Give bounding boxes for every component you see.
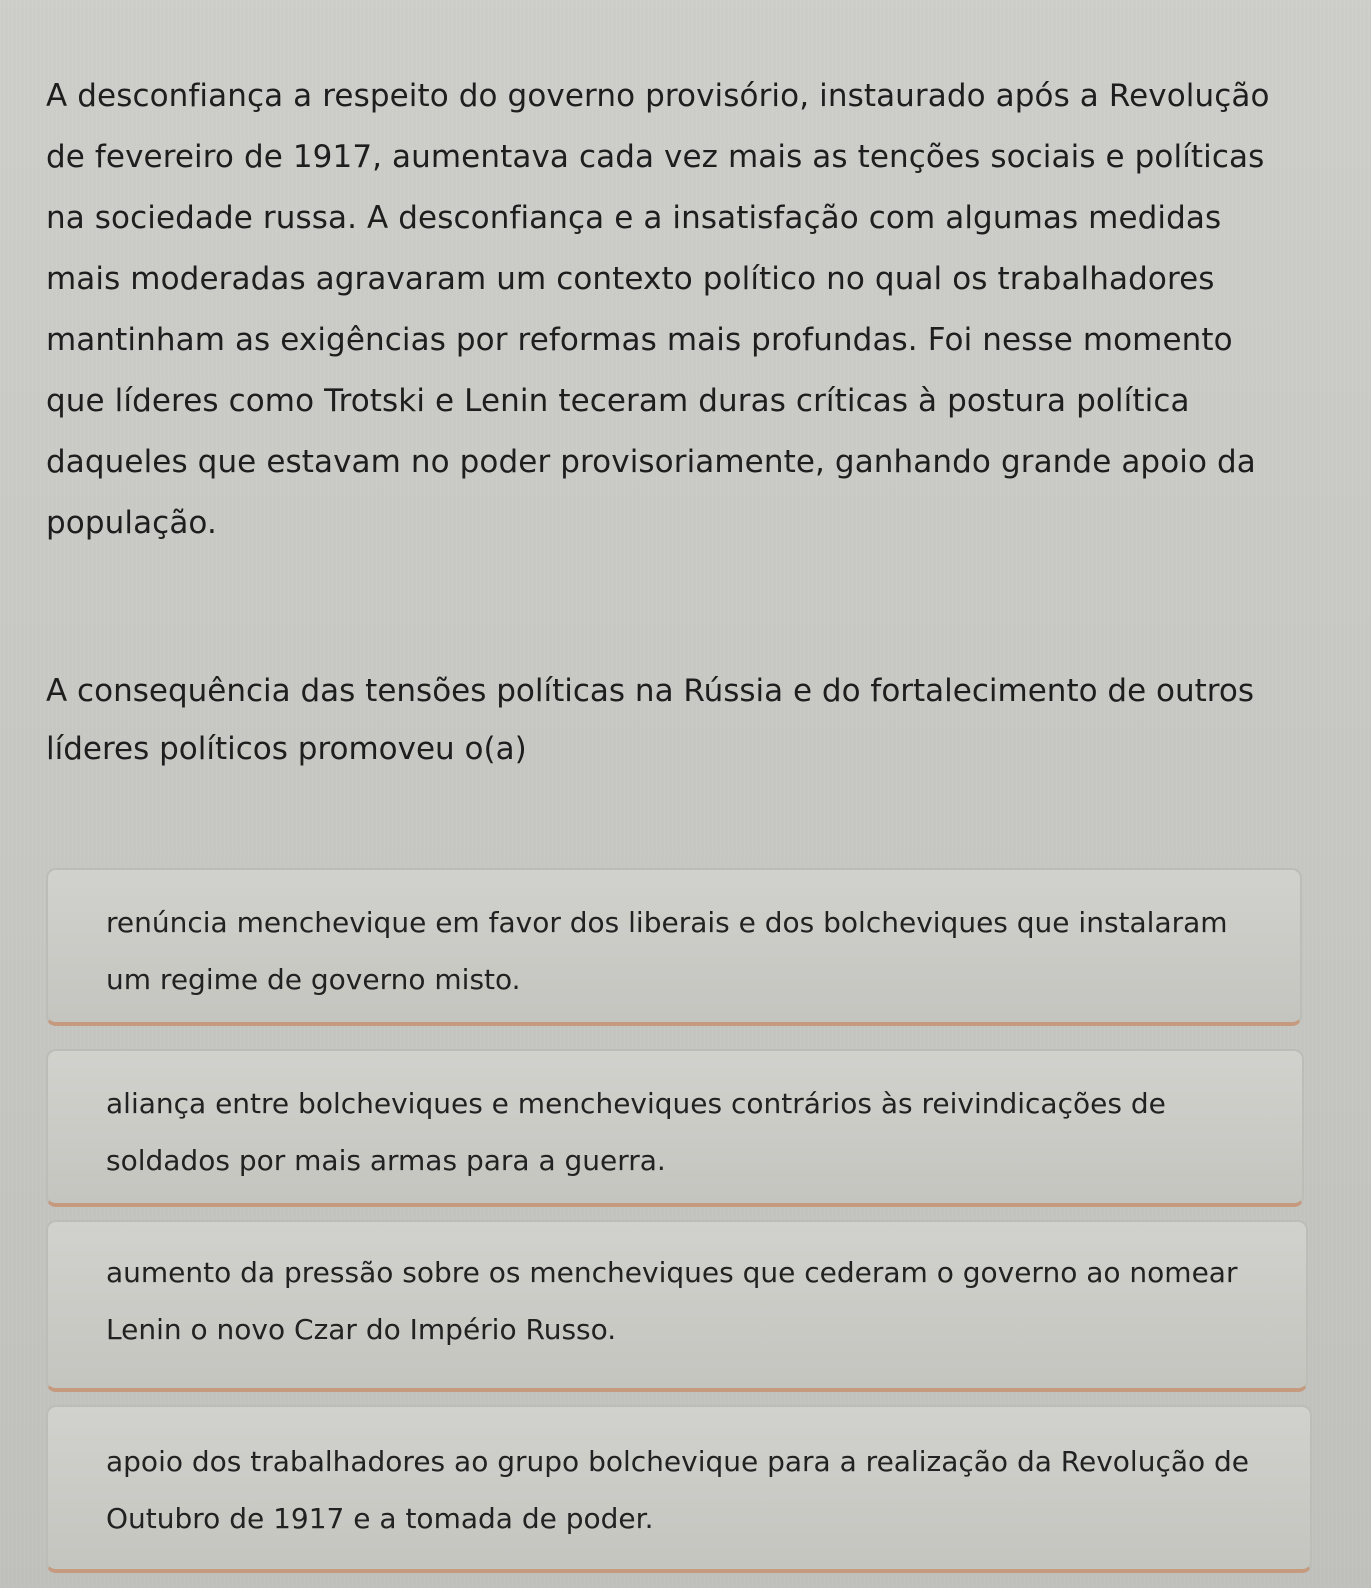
passage-text: A desconfiança a respeito do governo provisório, instaurado após a Revolução de fevereiro de 1917, aumentava cada vez mais as tenções sociais e políticas na sociedade russa. A desconfiança e a insatisfação com algumas medidas mais moderadas agravaram um contexto político no qual os trabalhadores mantinham as exigências por reformas mais profundas. Foi nesse momento que líderes como Trotski e Lenin teceram duras críticas à postura política daqueles que estavam no poder provisoriamente, ganhando grande apoio da população. bbox=[46, 78, 1270, 541]
answer-option-3[interactable] bbox=[46, 1220, 1308, 1392]
answer-option-2-text: aliança entre bolcheviques e mencheviques contrários às reivindicações de soldados por mais armas para a guerra. bbox=[106, 1087, 1166, 1177]
answer-option-1[interactable] bbox=[46, 868, 1302, 1026]
answer-option-2[interactable] bbox=[46, 1049, 1304, 1207]
question-stem: A consequência das tensões políticas na Rússia e do fortalecimento de outros líderes políticos promoveu o(a) bbox=[46, 673, 1254, 767]
answer-option-4[interactable] bbox=[46, 1405, 1312, 1573]
answer-option-3-text: aumento da pressão sobre os mencheviques que cederam o governo ao nomear Lenin o novo Czar do Império Russo. bbox=[106, 1256, 1238, 1346]
answer-option-1-text: renúncia menchevique em favor dos liberais e dos bolcheviques que instalaram um regime de governo misto. bbox=[106, 906, 1228, 996]
answer-option-4-text: apoio dos trabalhadores ao grupo bolchevique para a realização da Revolução de Outubro de 1917 e a tomada de poder. bbox=[106, 1445, 1250, 1535]
